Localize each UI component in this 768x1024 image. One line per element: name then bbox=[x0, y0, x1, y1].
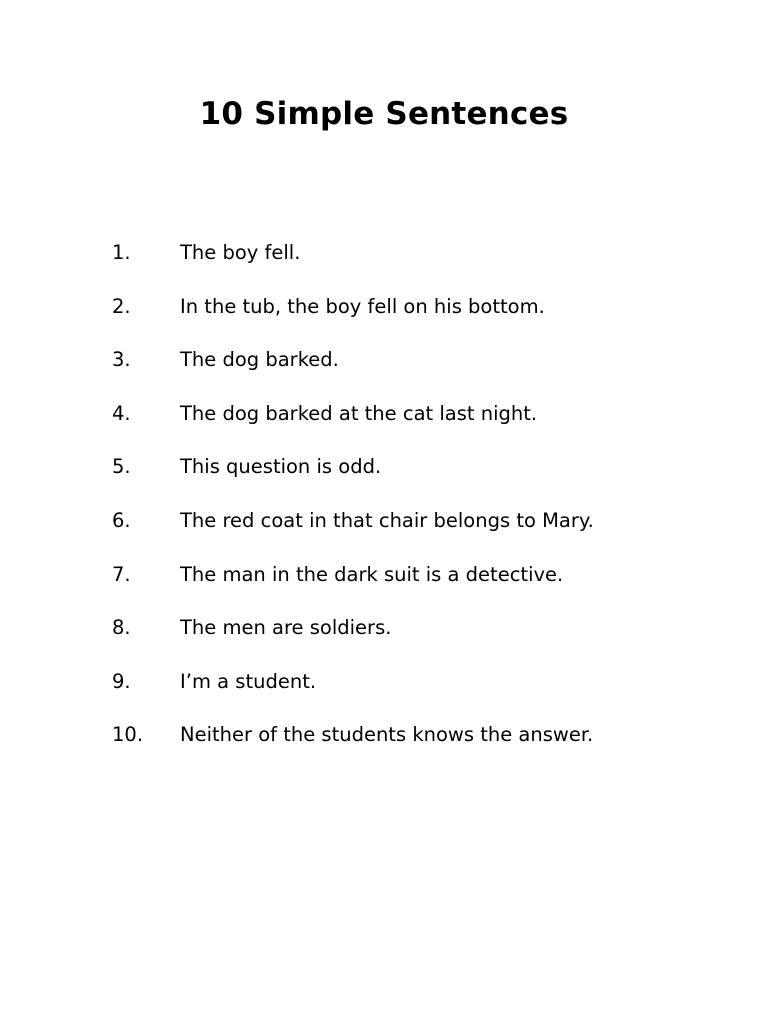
item-number: 10. bbox=[112, 723, 144, 747]
list-item bbox=[112, 560, 732, 614]
list-item bbox=[112, 613, 732, 667]
list-item bbox=[112, 506, 732, 560]
item-text: In the tub, the boy fell on his bottom. bbox=[180, 294, 545, 318]
list-item bbox=[112, 452, 732, 506]
item-text: The red coat in that chair belongs to Mary. bbox=[180, 508, 594, 532]
item-number: 6. bbox=[112, 508, 131, 532]
item-number: 9. bbox=[112, 669, 131, 693]
item-text: I’m a student. bbox=[180, 669, 317, 693]
item-number: 4. bbox=[112, 401, 131, 425]
item-number: 5. bbox=[112, 455, 131, 479]
item-text: The boy fell. bbox=[180, 241, 301, 264]
list-item bbox=[112, 667, 732, 721]
item-number: 8. bbox=[112, 616, 131, 640]
item-text: The dog barked. bbox=[180, 348, 339, 372]
item-number: 1. bbox=[112, 241, 131, 264]
sentence-list bbox=[112, 238, 732, 774]
item-text: The dog barked at the cat last night. bbox=[180, 401, 538, 425]
list-item bbox=[112, 238, 732, 292]
item-number: 7. bbox=[112, 562, 131, 586]
list-item bbox=[112, 345, 732, 399]
item-number: 3. bbox=[112, 348, 131, 372]
item-text: This question is odd. bbox=[180, 455, 382, 479]
item-number: 2. bbox=[112, 294, 131, 318]
list-item bbox=[112, 720, 732, 774]
page-title: 10 Simple Sentences bbox=[199, 96, 569, 132]
item-text: The man in the dark suit is a detective. bbox=[180, 562, 564, 586]
list-item bbox=[112, 399, 732, 453]
item-text: Neither of the students knows the answer. bbox=[180, 723, 594, 747]
item-text: The men are soldiers. bbox=[180, 616, 392, 640]
list-item bbox=[112, 292, 732, 346]
